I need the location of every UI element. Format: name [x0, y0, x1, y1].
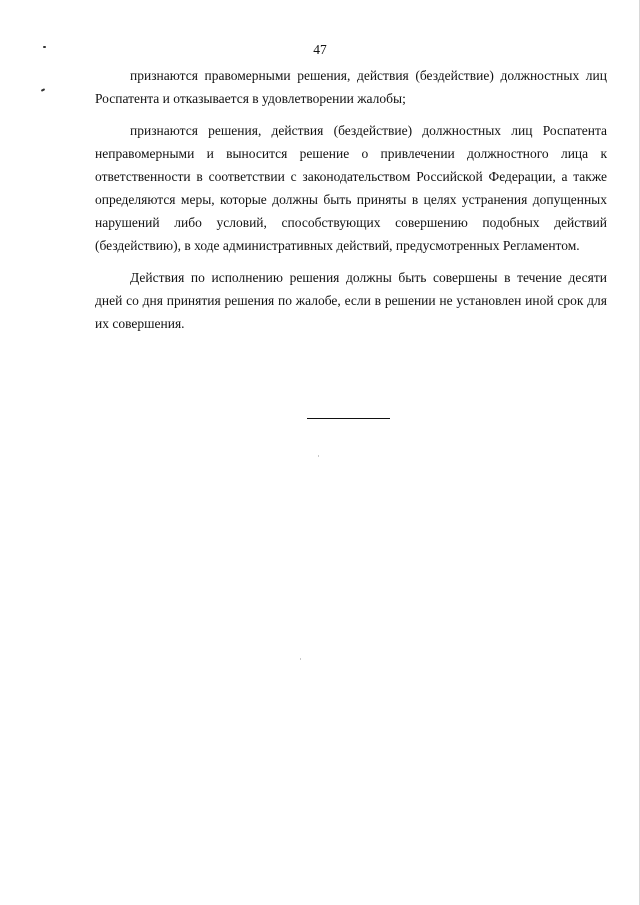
scan-artifact: [300, 658, 301, 660]
scan-artifact: [318, 455, 319, 457]
document-body: [95, 64, 607, 344]
page-number: 47: [313, 42, 327, 57]
paragraph-execution-deadline: Действия по исполнению решения должны быть совершены в течение десяти дней со дня принятия решения по жалобе, если в решении не установлен иной срок для их совершения.: [95, 270, 607, 331]
paragraph-complaint-upheld: признаются решения, действия (бездействие) должностных лиц Роспатента неправомерными и выносится решение о привлечении должностного лица к ответственности в соответствии с законодательством Российской Федерации, а также определяются меры, которые должны быть приняты в целях устранения допущенных нарушений либо условий, способствующих совершению подобных действий (бездействию), в ходе административных действий, предусмотренных Регламентом.: [95, 123, 607, 253]
scan-speck: [41, 88, 45, 92]
paragraph-complaint-rejected: признаются правомерными решения, действия (бездействие) должностных лиц Роспатента и отказывается в удовлетворении жалобы;: [95, 68, 607, 106]
section-end-divider: [307, 418, 390, 419]
